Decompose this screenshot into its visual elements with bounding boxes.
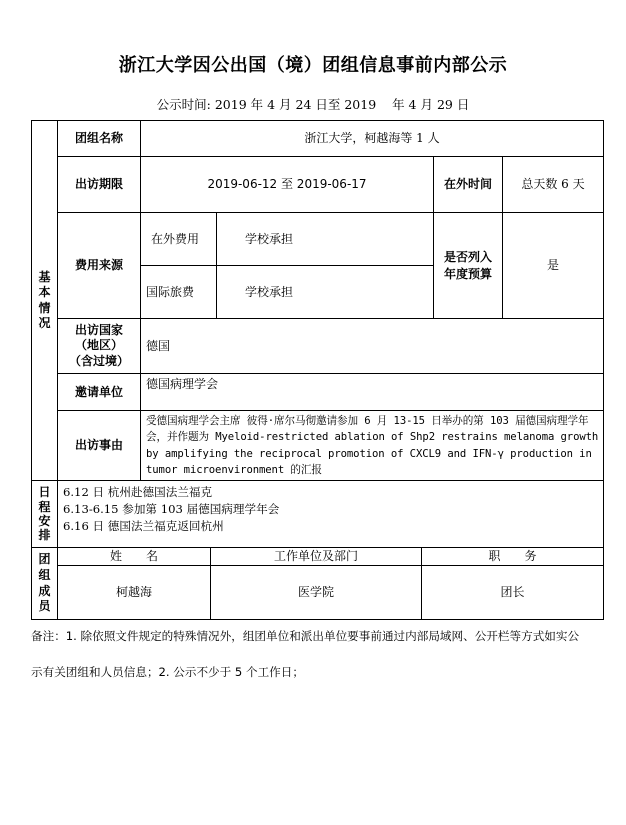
travel-expense-source: 学校承担: [217, 266, 434, 319]
destination-countries-value: 德国: [141, 319, 604, 374]
visit-period-value: 2019-06-12 至 2019-06-17: [141, 157, 434, 213]
publicity-period-end: 年 4 月 29 日: [392, 97, 470, 112]
member-role: 团长: [422, 566, 604, 620]
member-unit: 医学院: [211, 566, 422, 620]
group-name-value: 浙江大学，柯越海等 1 人: [141, 120, 604, 157]
publicity-period: [0, 95, 626, 113]
footnote-line-1: 备注：1. 除依照文件规定的特殊情况外，组团单位和派出单位要事前通过内部局域网、公开栏等方式如实公: [31, 629, 580, 643]
schedule-item: 6.13-6.15 参加第 103 届德国病理学年会: [63, 502, 280, 516]
funding-source-label: 费用来源: [58, 213, 141, 319]
schedule-item: 6.16 日 德国法兰福克返回杭州: [63, 519, 224, 533]
schedule-list: [58, 481, 604, 548]
inviting-organization-value: 德国病理学会: [141, 374, 604, 411]
members-section-label: 团 组 成 员: [31, 548, 58, 620]
schedule-item: 6.12 日 杭州赴德国法兰福克: [63, 485, 213, 499]
destination-countries-label: 出访国家 （地区） （含过境）: [58, 319, 141, 374]
annual-budget-label: 是否列入年度预算: [434, 213, 503, 319]
member-name: 柯越海: [58, 566, 211, 620]
page-title: 浙江大学因公出国（境）团组信息事前内部公示: [118, 55, 508, 76]
abroad-expense-source: 学校承担: [217, 213, 434, 266]
schedule-section-label: 日 程 安 排: [31, 481, 58, 548]
publicity-period-start: 公示时间: 2019 年 4 月 24 日至 2019: [156, 97, 377, 112]
group-name-label: 团组名称: [58, 120, 141, 157]
travel-expense-label: 国际旅费: [141, 266, 217, 319]
members-role-header: 职 务: [422, 548, 604, 566]
annual-budget-value: 是: [503, 213, 604, 319]
abroad-expense-label: 在外费用: [141, 213, 217, 266]
visit-period-label: 出访期限: [58, 157, 141, 213]
time-abroad-value: 总天数 6 天: [503, 157, 604, 213]
footnote-line-2: 示有关团组和人员信息；2. 公示不少于 5 个工作日；: [31, 665, 304, 679]
inviting-organization-label: 邀请单位: [58, 374, 141, 411]
members-unit-header: 工作单位及部门: [211, 548, 422, 566]
visit-purpose-label: 出访事由: [58, 411, 141, 481]
visit-purpose-value: 受德国病理学会主席 彼得·席尔马彻邀请参加 6 月 13-15 日举办的第 103 届德国病理学年会，并作题为 Myeloid-restricted ablation of Shp2 restrains melanoma growth by amplifying the reciprocal promotion of CXCL9 and IFN-γ production in tumor microenvironment 的汇报: [141, 411, 604, 481]
time-abroad-label: 在外时间: [434, 157, 503, 213]
members-name-header: 姓 名: [58, 548, 211, 566]
basic-info-section-label: 基 本 情 况: [31, 120, 58, 481]
